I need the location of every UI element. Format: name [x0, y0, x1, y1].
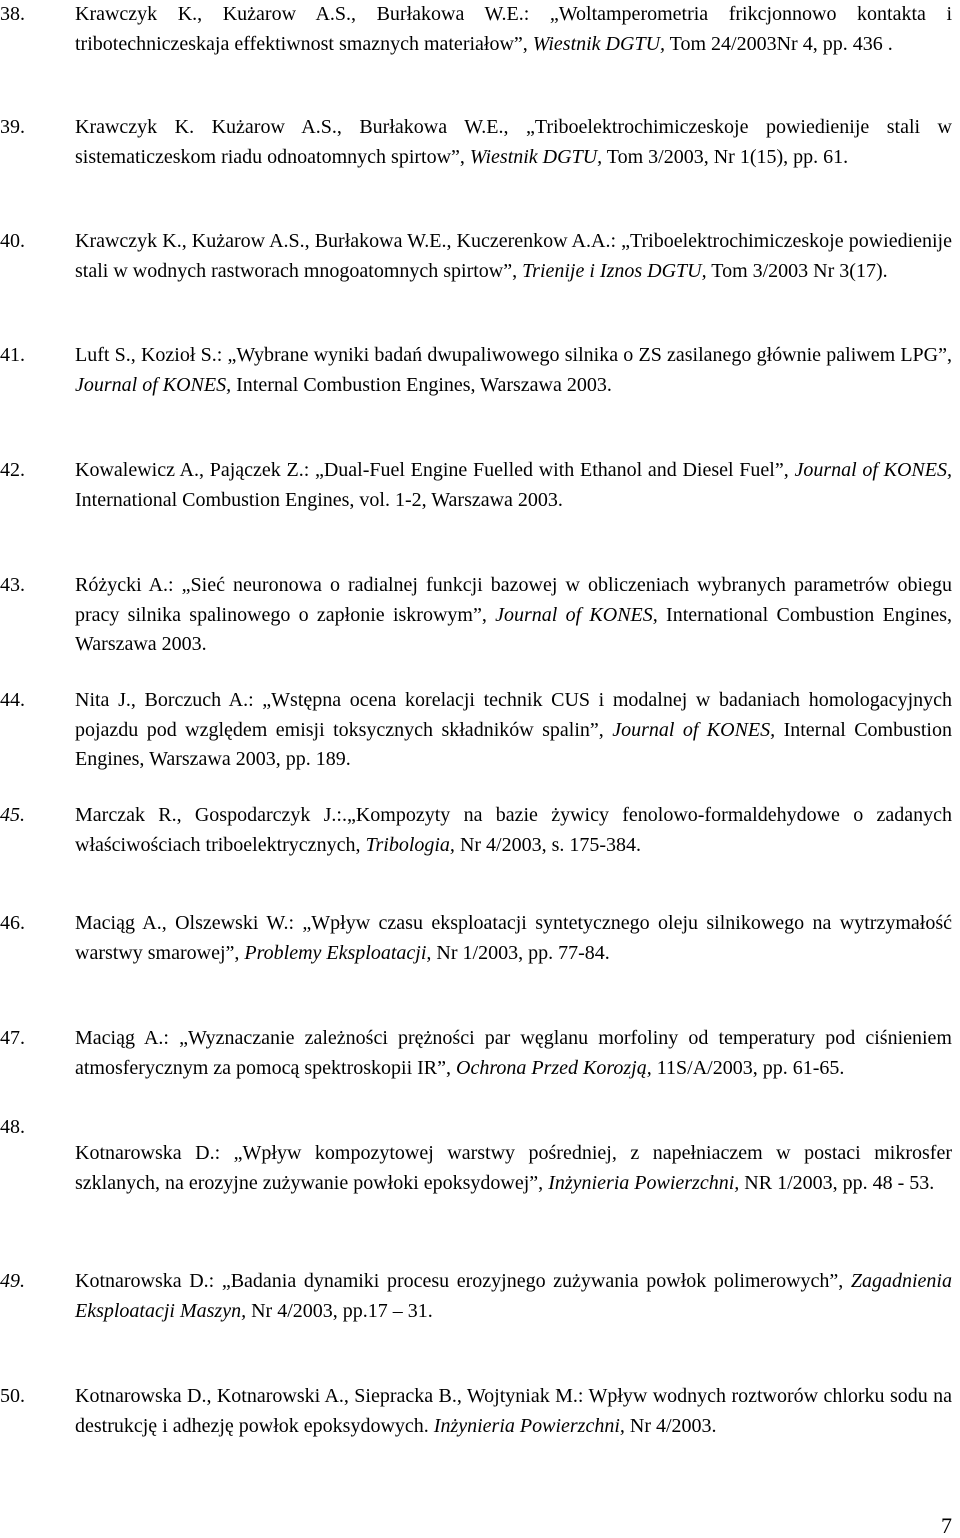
page-number: 7	[941, 1513, 952, 1538]
reference-text-segment: Maciąg A., Olszewski W.: „Wpływ czasu eksploatacji syntetycznego oleju silnikowego na wytrzymałość warstwy smarowej”,	[75, 912, 952, 964]
reference-source-title: Tribologia,	[365, 833, 455, 856]
reference-source-title: Zagadnienia Eksploatacji Maszyn,	[75, 1270, 952, 1322]
reference-source-title: Journal of KONES,	[495, 603, 658, 626]
reference-number: 44.	[0, 689, 25, 711]
reference-text	[75, 571, 952, 660]
reference-source-title: Journal of KONES,	[75, 373, 232, 396]
reference-text-segment: Nita J., Borczuch A.: „Wstępna ocena korelacji technik CUS i modalnej w badaniach homologacyjnych pojazdu pod względem emisji toksycznych składników spalin”,	[75, 689, 952, 741]
reference-text	[75, 909, 952, 968]
reference-entry	[0, 227, 952, 286]
reference-text-segment: 11S/A/2003, pp. 61-65.	[651, 1056, 845, 1079]
reference-number: 48.	[0, 1116, 25, 1138]
reference-text-segment: Kotnarowska D., Kotnarowski A., Siepracka B., Wojtyniak M.: Wpływ wodnych roztworów chlorku sodu na destrukcję i adhezję powłok epoksydowych.	[75, 1385, 952, 1437]
reference-entry	[0, 1382, 952, 1441]
reference-text-segment: Tom 24/2003Nr 4, pp. 436 .	[665, 32, 893, 55]
reference-text-segment: Kotnarowska D.: „Wpływ kompozytowej warstwy pośredniej, z napełniaczem w postaci mikrosfer szklanych, na erozyjne zużywanie powłoki epoksydowej”,	[75, 1142, 952, 1194]
reference-text-segment: Tom 3/2003, Nr 1(15), pp. 61.	[602, 145, 849, 168]
reference-source-title: Trienije i Iznos DGTU,	[522, 259, 707, 282]
reference-text-segment: International Combustion Engines, Warszawa 2003.	[75, 603, 953, 655]
reference-entry	[0, 1139, 952, 1198]
reference-number: 41.	[0, 344, 25, 366]
reference-text	[75, 456, 952, 515]
reference-number: 46.	[0, 912, 25, 934]
reference-number: 45.	[0, 804, 25, 826]
reference-source-title: Ochrona Przed Korozją,	[456, 1056, 652, 1079]
reference-text-segment: Nr 1/2003, pp. 77-84.	[431, 941, 610, 964]
reference-number: 40.	[0, 230, 25, 252]
reference-text-segment: Marczak R., Gospodarczyk J.:.„Kompozyty na bazie żywicy fenolowo-formaldehydowe o zadanych właściwościach triboelektrycznych,	[75, 804, 952, 856]
reference-entry	[0, 801, 952, 860]
reference-source-title: Wiestnik DGTU,	[469, 145, 603, 168]
reference-text	[75, 1024, 952, 1083]
reference-text-segment: Tom 3/2003 Nr 3(17).	[706, 259, 888, 282]
reference-number: 50.	[0, 1385, 25, 1407]
reference-number: 38.	[0, 3, 25, 25]
reference-source-title: Journal of KONES,	[612, 718, 776, 741]
reference-text	[75, 1139, 952, 1198]
reference-text-segment: Internal Combustion Engines, Warszawa 2003.	[231, 373, 612, 396]
reference-text	[75, 0, 952, 59]
reference-text-segment: Krawczyk K., Kużarow A.S., Burłakowa W.E., Kuczerenkow A.A.: „Triboelektrochimiczeskoje powiedienije stali w wodnych rastworach mnogoatomnych spirtow”,	[75, 230, 952, 282]
reference-text-segment: NR 1/2003, pp. 48 - 53.	[739, 1171, 935, 1194]
reference-text	[75, 801, 952, 860]
reference-entry	[0, 571, 952, 660]
reference-text	[75, 1382, 952, 1441]
reference-number: 39.	[0, 116, 25, 138]
reference-source-title: Wiestnik DGTU,	[532, 32, 666, 55]
reference-source-title: Inżynieria Powierzchni,	[433, 1414, 625, 1437]
reference-entry	[0, 686, 952, 775]
reference-text-segment: Maciąg A.: „Wyznaczanie zależności prężności par węglanu morfoliny od temperatury pod ciśnieniem atmosferycznym za pomocą spektroskopii IR”,	[75, 1027, 952, 1079]
reference-text-segment: Nr 4/2003.	[624, 1414, 717, 1437]
reference-source-title: Inżynieria Powierzchni,	[548, 1171, 740, 1194]
reference-text-segment: International Combustion Engines, vol. 1-2, Warszawa 2003.	[75, 488, 563, 511]
reference-entry	[0, 0, 952, 59]
reference-text-segment: Kotnarowska D.: „Badania dynamiki procesu erozyjnego zużywania powłok polimerowych”,	[75, 1270, 851, 1292]
reference-text	[75, 227, 952, 286]
reference-number: 42.	[0, 459, 25, 481]
reference-entry	[0, 113, 952, 172]
reference-text	[75, 113, 952, 172]
reference-text	[75, 1267, 952, 1326]
reference-number: 47.	[0, 1027, 25, 1049]
reference-text-segment: Krawczyk K. Kużarow A.S., Burłakowa W.E., „Triboelektrochimiczeskoje powiedienije stali w sistematiczeskom riadu odnoatomnych spirtow”,	[75, 116, 952, 168]
reference-text-segment: Kowalewicz A., Pajączek Z.: „Dual-Fuel Engine Fuelled with Ethanol and Diesel Fuel”,	[75, 459, 795, 481]
reference-text-segment: Różycki A.: „Sieć neuronowa o radialnej funkcji bazowej w obliczeniach wybranych parametrów obiegu pracy silnika spalinowego o zapłonie iskrowym”,	[75, 574, 952, 626]
reference-text	[75, 341, 952, 400]
reference-entry	[0, 909, 952, 968]
reference-text-segment: Internal Combustion Engines, Warszawa 2003, pp. 189.	[75, 718, 952, 770]
reference-text-segment: Nr 4/2003, s. 175-384.	[454, 833, 642, 856]
reference-source-title: Problemy Eksploatacji,	[244, 941, 432, 964]
reference-number: 43.	[0, 574, 25, 596]
reference-text-segment: Luft S., Kozioł S.: „Wybrane wyniki badań dwupaliwowego silnika o ZS zasilanego głównie paliwem LPG”,	[75, 344, 952, 366]
reference-source-title: Journal of KONES,	[794, 459, 952, 481]
reference-entry	[0, 1024, 952, 1083]
reference-text-segment: Nr 4/2003, pp.17 – 31.	[246, 1299, 433, 1322]
reference-text	[75, 686, 952, 775]
reference-entry	[0, 341, 952, 400]
reference-entry	[0, 1267, 952, 1326]
reference-number: 49.	[0, 1270, 25, 1292]
reference-text-segment: Krawczyk K., Kużarow A.S., Burłakowa W.E.: „Woltamperometria frikcjonnowo kontakta i tribotechniczeskaja effektiwnost smaznych materiałow”,	[75, 3, 952, 55]
reference-entry	[0, 456, 952, 515]
